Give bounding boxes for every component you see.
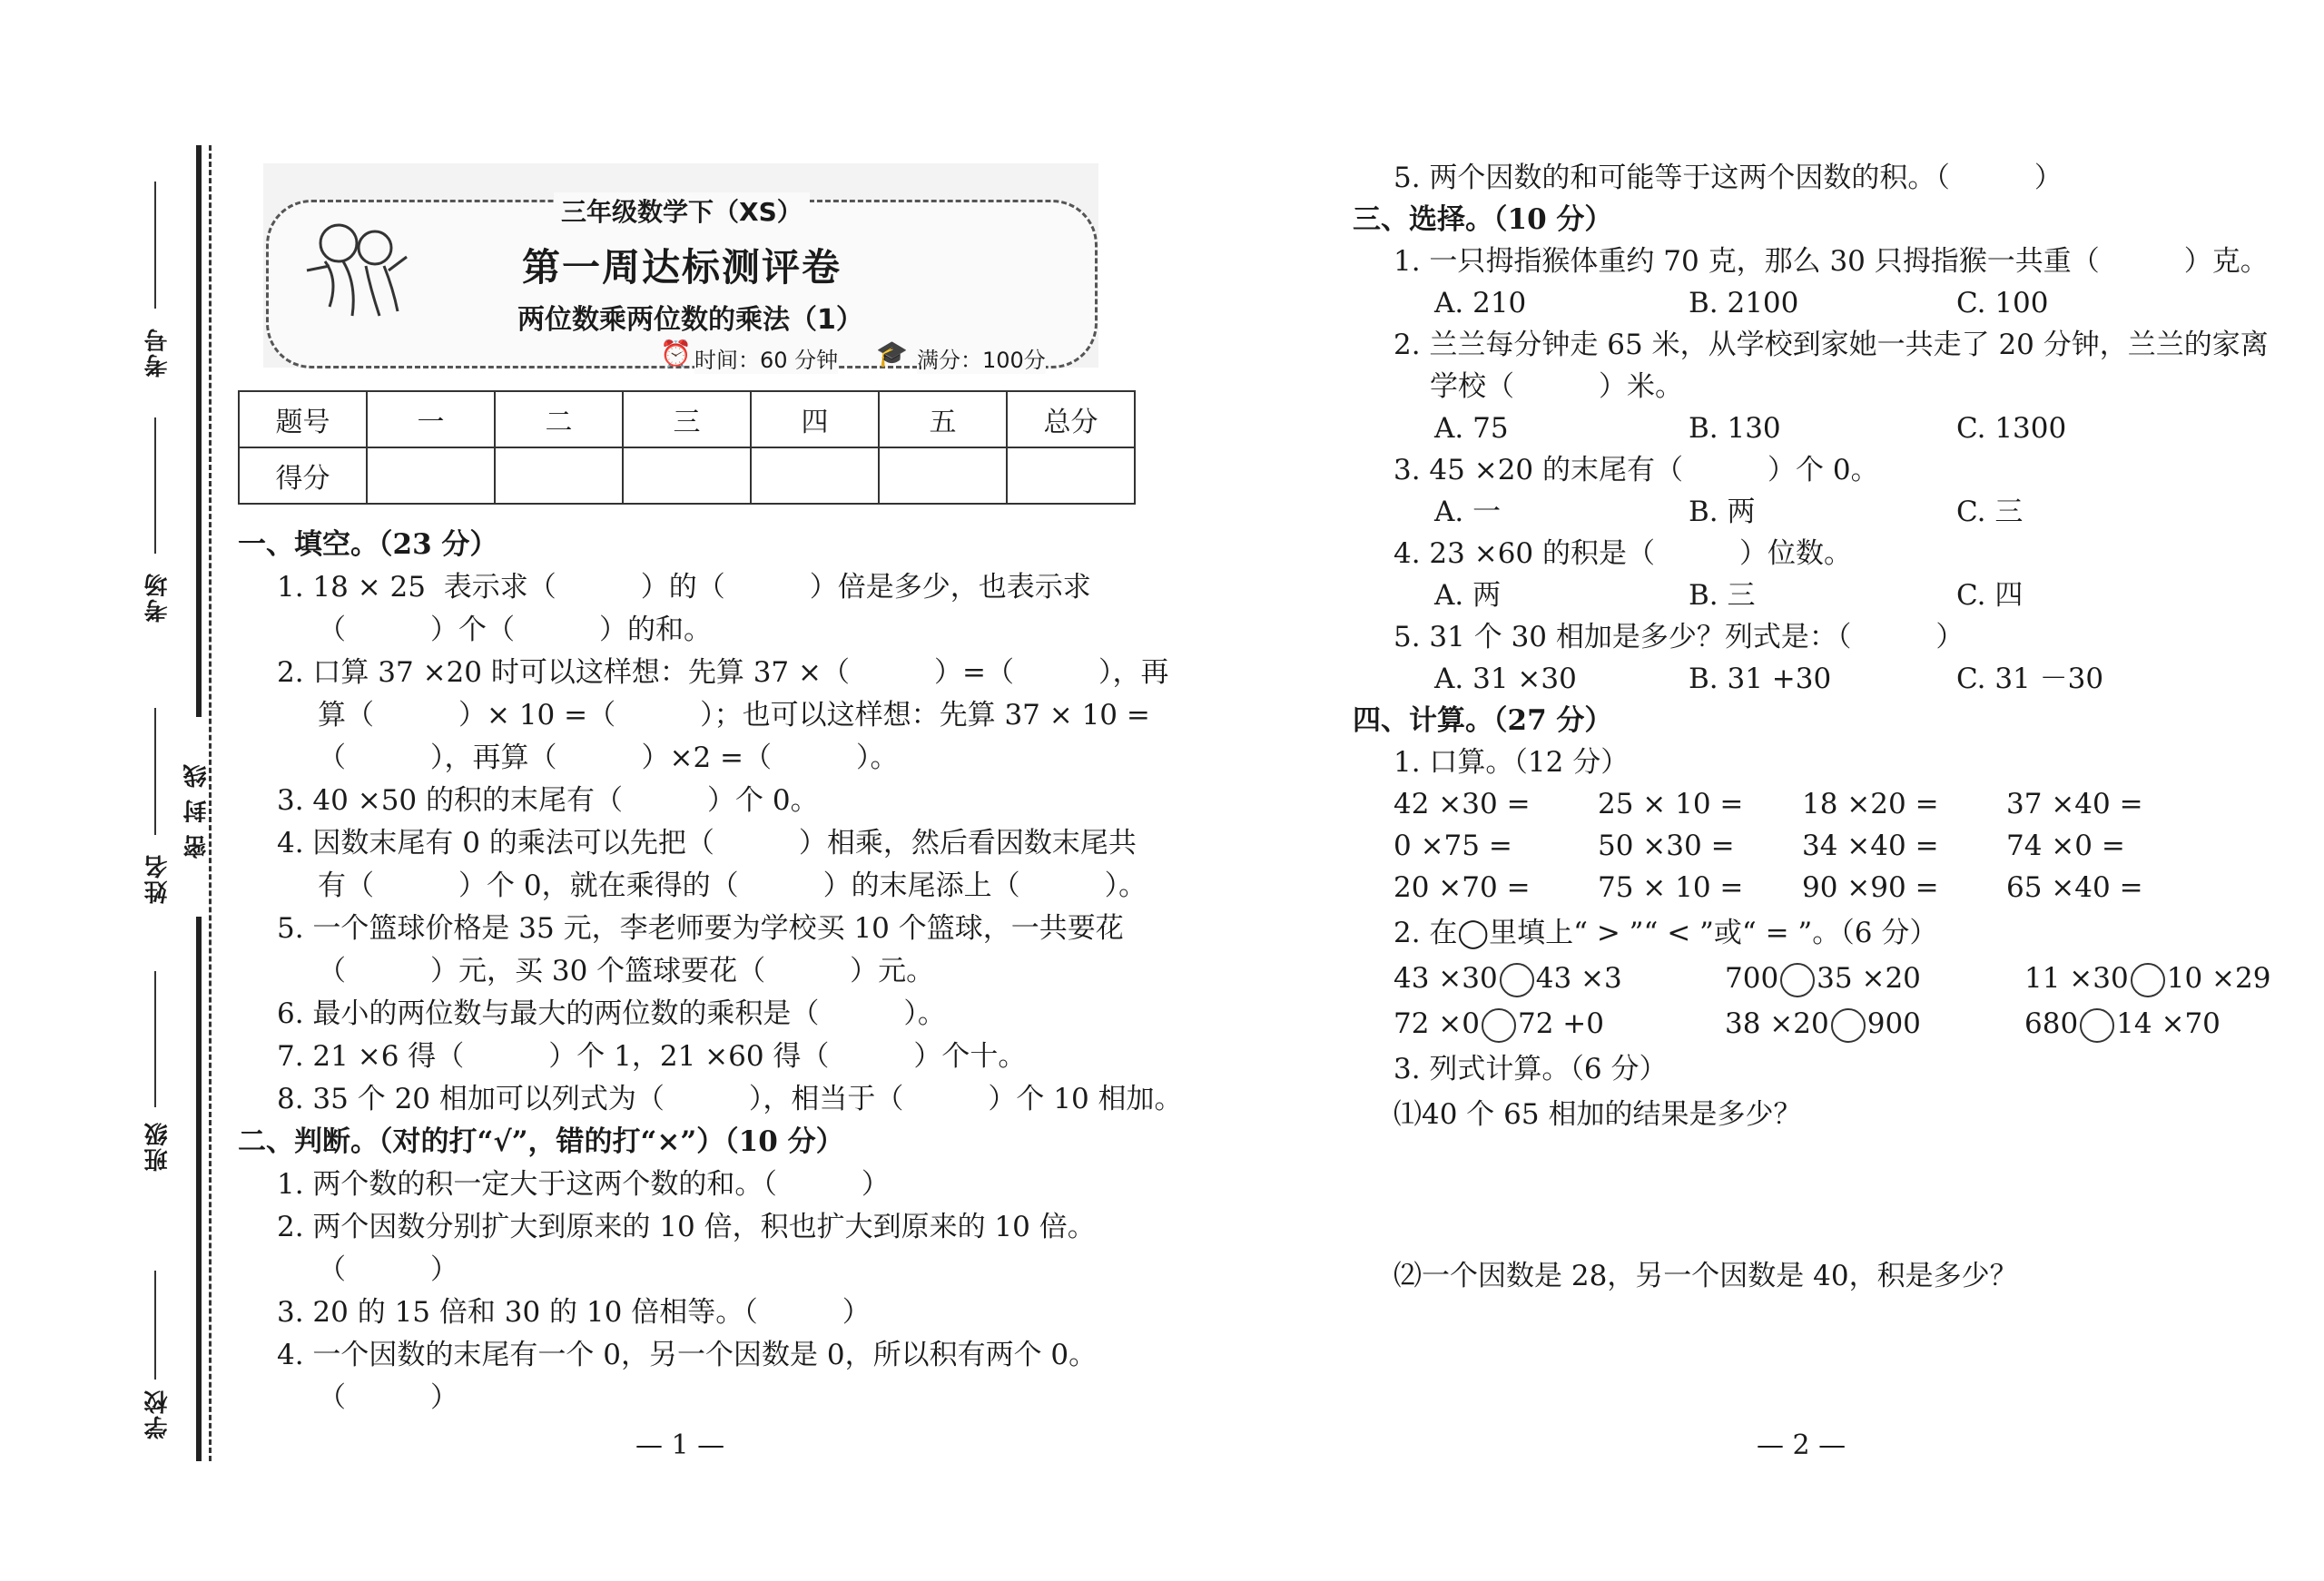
- compare-item: 680 14 ×70: [2024, 1006, 2221, 1043]
- question-line: （ ），再算（ ）×2 =（ ）。: [318, 741, 899, 774]
- question-line: ⑴40 个 65 相加的结果是多少？: [1393, 1098, 1802, 1131]
- question-line: 5. 31 个 30 相加是多少？列式是：（ ）: [1393, 621, 1965, 653]
- mental-calc-item: 25 × 10 =: [1598, 788, 1744, 820]
- blank-xingming: [154, 708, 156, 835]
- binding-line-top: [196, 145, 202, 717]
- compare-circle[interactable]: [1780, 963, 1815, 997]
- mental-calc-item: 42 ×30 =: [1393, 788, 1531, 820]
- question-line: 1. 一只拇指猴体重约 70 克，那么 30 只拇指猴一共重（ ）克。: [1393, 245, 2269, 278]
- page-number: — 1 —: [635, 1429, 725, 1461]
- question-line: 1. 口算。（12 分）: [1393, 746, 1630, 779]
- option-c: C. 1300: [1956, 412, 2067, 445]
- score-input-cell[interactable]: [1007, 447, 1135, 504]
- table-cell: 题号: [239, 391, 367, 447]
- blank-banji: [154, 971, 156, 1107]
- question-line: （ ）个（ ）的和。: [318, 614, 712, 646]
- question-line: 算（ ）× 10 =（ ）；也可以这样想：先算 37 × 10 =: [318, 699, 1150, 732]
- option-c: C. 三: [1956, 496, 2024, 528]
- section-heading: 四、计算。（27 分）: [1353, 704, 1613, 737]
- compare-circle[interactable]: [1831, 1008, 1866, 1043]
- table-cell: 三: [623, 391, 751, 447]
- option-b: B. 两: [1689, 496, 1756, 528]
- blank-kaohao: [154, 182, 156, 309]
- question-line: 3. 45 ×20 的末尾有（ ）个 0。: [1393, 454, 1879, 486]
- grade-label: 三年级数学下（XS）: [554, 192, 810, 229]
- compare-item: 38 ×20 900: [1725, 1006, 1921, 1043]
- question-line: 4. 一个因数的末尾有一个 0，另一个因数是 0，所以积有两个 0。: [277, 1339, 1098, 1371]
- question-line: 2. 两个因数分别扩大到原来的 10 倍，积也扩大到原来的 10 倍。: [277, 1211, 1096, 1243]
- score-input-cell[interactable]: [879, 447, 1007, 504]
- compare-circle[interactable]: [1482, 1008, 1516, 1043]
- score-input-cell[interactable]: [751, 447, 879, 504]
- label-kaochang: 考场: [144, 572, 172, 623]
- compare-circle[interactable]: [1500, 963, 1534, 997]
- compare-circle[interactable]: [2131, 963, 2165, 997]
- question-line: 8. 35 个 20 相加可以列式为（ ），相当于（ ）个 10 相加。: [277, 1083, 1183, 1115]
- compare-item: 11 ×30 10 ×29: [2024, 960, 2270, 997]
- label-xingming: 姓名: [144, 853, 172, 904]
- mental-calc-item: 75 × 10 =: [1598, 871, 1744, 904]
- option-b: B. 2100: [1689, 287, 1799, 319]
- score-input-cell[interactable]: [623, 447, 751, 504]
- question-line: 2. 口算 37 ×20 时可以这样想：先算 37 ×（ ）=（ ），再: [277, 656, 1169, 689]
- question-line: 2. 兰兰每分钟走 65 米，从学校到家她一共走了 20 分钟，兰兰的家离: [1393, 329, 2269, 361]
- option-a: A. 两: [1434, 579, 1502, 612]
- option-a: A. 75: [1434, 412, 1509, 445]
- mental-calc-item: 90 ×90 =: [1802, 871, 1939, 904]
- table-cell: 二: [495, 391, 623, 447]
- question-line: 2. 在◯里填上“ > ”“ < ”或“ = ”。（6 分）: [1393, 917, 1938, 949]
- question-line: 3. 40 ×50 的积的末尾有（ ）个 0。: [277, 784, 819, 817]
- page-title: 第一周达标测评卷: [522, 245, 842, 290]
- mental-calc-item: 50 ×30 =: [1598, 830, 1735, 862]
- mental-calc-item: 74 ×0 =: [2006, 830, 2125, 862]
- option-c: C. 31 －30: [1956, 663, 2104, 695]
- question-line: （ ）: [318, 1381, 458, 1414]
- question-line: （ ）: [318, 1253, 458, 1286]
- compare-item: 72 ×0 72 +0: [1393, 1006, 1604, 1043]
- cartoon-illustration: [289, 216, 416, 329]
- score-input-cell[interactable]: [495, 447, 623, 504]
- compare-item: 43 ×30 43 ×3: [1393, 960, 1622, 997]
- blank-xuexiao: [154, 1271, 156, 1380]
- label-mifeng: 密 封 线: [183, 762, 211, 859]
- score-table: [238, 390, 1136, 505]
- mental-calc-item: 65 ×40 =: [2006, 871, 2143, 904]
- table-cell: 五: [879, 391, 1007, 447]
- question-line: 学校（ ）米。: [1430, 370, 1683, 403]
- section-heading: 二、判断。（对的打“√”，错的打“×”）（10 分）: [238, 1125, 844, 1158]
- table-cell: 得分: [239, 447, 367, 504]
- label-kaohao: 考号: [144, 327, 172, 378]
- question-line: 1. 18 × 25 表示求（ ）的（ ）倍是多少，也表示求: [277, 571, 1091, 604]
- table-cell: 总分: [1007, 391, 1135, 447]
- page-number: — 2 —: [1757, 1429, 1846, 1461]
- option-a: A. 31 ×30: [1434, 663, 1577, 695]
- table-cell: 一: [367, 391, 495, 447]
- option-c: C. 100: [1956, 287, 2049, 319]
- question-line: （ ）元，买 30 个篮球要花（ ）元。: [318, 955, 935, 987]
- question-line: ⑵一个因数是 28，另一个因数是 40，积是多少？: [1393, 1260, 2018, 1292]
- clock-icon: ⏰: [660, 339, 692, 368]
- table-cell: 四: [751, 391, 879, 447]
- mental-calc-item: 18 ×20 =: [1802, 788, 1939, 820]
- blank-kaochang: [154, 417, 156, 554]
- option-b: B. 31 +30: [1689, 663, 1832, 695]
- option-c: C. 四: [1956, 579, 2024, 612]
- label-xuexiao: 学校: [144, 1389, 172, 1439]
- question-line: 3. 列式计算。（6 分）: [1393, 1053, 1668, 1085]
- full-score-label: 满分：100分: [917, 342, 1046, 374]
- question-line: 5. 一个篮球价格是 35 元，李老师要为学校买 10 个篮球，一共要花: [277, 912, 1124, 945]
- option-b: B. 130: [1689, 412, 1781, 445]
- question-line: 6. 最小的两位数与最大的两位数的乘积是（ ）。: [277, 997, 946, 1030]
- option-a: A. 一: [1434, 496, 1502, 528]
- question-line: 有（ ）个 0，就在乘得的（ ）的末尾添上（ ）。: [318, 869, 1147, 902]
- compare-item: 700 35 ×20: [1725, 960, 1921, 997]
- section-heading: 三、选择。（10 分）: [1353, 203, 1613, 236]
- question-line: 7. 21 ×6 得（ ）个 1，21 ×60 得（ ）个十。: [277, 1040, 1027, 1073]
- time-label: 时间：60 分钟: [694, 342, 838, 374]
- question-line: 5. 两个因数的和可能等于这两个因数的积。（ ）: [1393, 162, 2063, 194]
- question-line: 1. 两个数的积一定大于这两个数的和。（ ）: [277, 1168, 890, 1201]
- page-subtitle: 两位数乘两位数的乘法（1）: [517, 304, 863, 336]
- mental-calc-item: 37 ×40 =: [2006, 788, 2143, 820]
- mental-calc-item: 20 ×70 =: [1393, 871, 1531, 904]
- question-line: 4. 因数末尾有 0 的乘法可以先把（ ）相乘，然后看因数末尾共: [277, 827, 1137, 859]
- mental-calc-item: 34 ×40 =: [1802, 830, 1939, 862]
- score-input-cell[interactable]: [367, 447, 495, 504]
- compare-circle[interactable]: [2080, 1008, 2114, 1043]
- option-b: B. 三: [1689, 579, 1756, 612]
- section-heading: 一、填空。（23 分）: [238, 528, 498, 561]
- cap-icon: 🎓: [876, 339, 908, 368]
- question-line: 4. 23 ×60 的积是（ ）位数。: [1393, 537, 1853, 570]
- question-line: 3. 20 的 15 倍和 30 的 10 倍相等。（ ）: [277, 1296, 871, 1329]
- binding-line-bottom: [196, 917, 202, 1461]
- option-a: A. 210: [1434, 287, 1527, 319]
- mental-calc-item: 0 ×75 =: [1393, 830, 1512, 862]
- label-banji: 班级: [144, 1121, 172, 1172]
